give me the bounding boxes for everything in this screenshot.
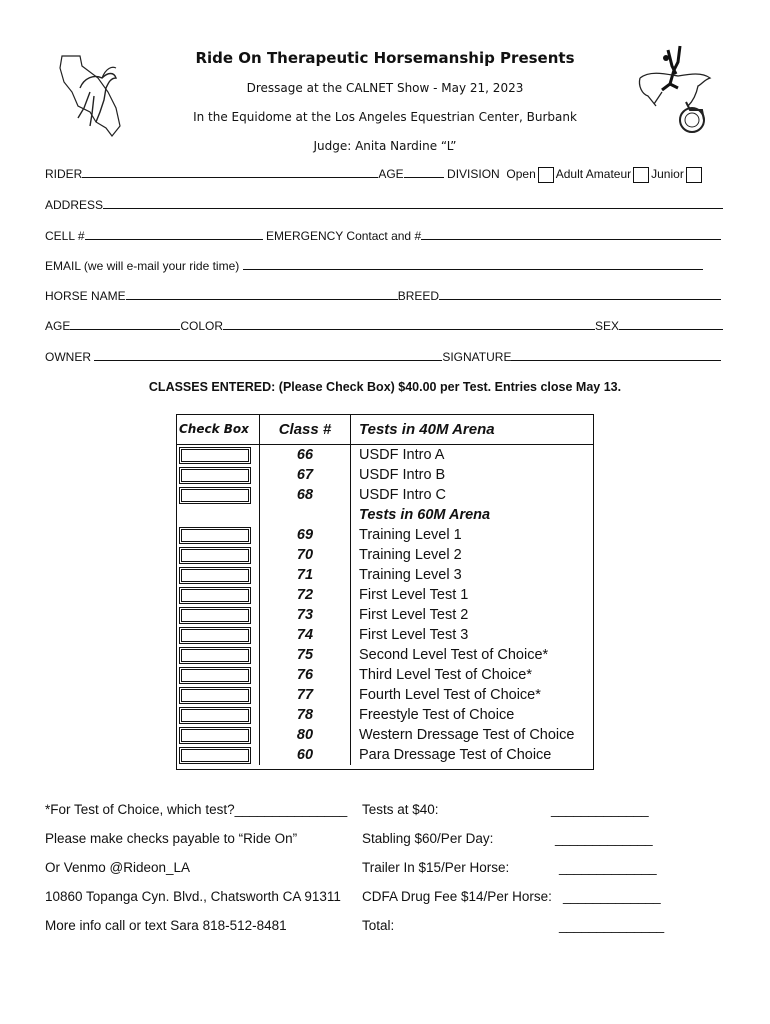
class-checkbox[interactable] — [179, 547, 251, 564]
table-row — [176, 625, 594, 645]
adult-amateur-label: Adult Amateur — [555, 167, 632, 181]
fee-total-label: Total: — [362, 918, 395, 933]
junior-label: Junior — [651, 167, 684, 181]
class-number: 72 — [260, 585, 351, 605]
check-cell — [176, 545, 260, 565]
test-name: Training Level 3 — [359, 567, 462, 583]
footer-contact: More info call or text Sara 818-512-8481 — [45, 918, 287, 933]
horse-name-label: HORSE NAME — [45, 289, 126, 303]
table-row — [176, 525, 594, 545]
event-subtitle: Dressage at the CALNET Show - May 21, 2023 — [246, 81, 524, 95]
email-label: EMAIL (we will e-mail your ride time) — [45, 259, 240, 273]
test-name: Freestyle Test of Choice — [359, 707, 515, 723]
sex-field[interactable] — [619, 318, 723, 330]
check-cell — [176, 705, 260, 725]
class-number-header: Class # — [260, 414, 351, 445]
class-checkbox[interactable] — [179, 467, 251, 484]
horse-row — [45, 288, 721, 303]
check-cell — [176, 725, 260, 745]
footer-venmo: Or Venmo @Rideon_LA — [45, 860, 191, 875]
fee-stabling-label: Stabling $60/Per Day: — [362, 831, 494, 846]
class-number: 68 — [260, 485, 351, 505]
table-row — [176, 705, 594, 725]
breed-field[interactable] — [439, 288, 721, 300]
table-row — [176, 645, 594, 665]
page-title: Ride On Therapeutic Horsemanship Presents — [195, 49, 575, 67]
fee-stabling-blank[interactable]: _____________ — [555, 831, 653, 846]
judge-line: Judge: Anita Nardine “L” — [313, 139, 457, 153]
class-checkbox[interactable] — [179, 487, 251, 504]
test-name: USDF Intro C — [359, 487, 447, 503]
check-cell — [176, 605, 260, 625]
class-number: 66 — [260, 445, 351, 466]
cell-row — [45, 228, 721, 243]
table-row — [176, 605, 594, 625]
fee-total-blank[interactable]: ______________ — [559, 918, 665, 933]
open-checkbox[interactable] — [538, 167, 554, 183]
test-name: First Level Test 1 — [359, 587, 469, 603]
classes-table — [176, 414, 594, 765]
check-cell — [176, 485, 260, 505]
address-field[interactable] — [103, 197, 723, 209]
class-number: 67 — [260, 465, 351, 485]
class-checkbox[interactable] — [179, 447, 251, 464]
class-checkbox[interactable] — [179, 647, 251, 664]
class-number: 70 — [260, 545, 351, 565]
class-checkbox[interactable] — [179, 727, 251, 744]
emergency-label: EMERGENCY Contact and # — [265, 229, 422, 243]
class-number: 76 — [260, 665, 351, 685]
email-row — [45, 258, 703, 273]
class-checkbox[interactable] — [179, 567, 251, 584]
fee-trailer-label: Trailer In $15/Per Horse: — [362, 860, 510, 875]
class-number: 73 — [260, 605, 351, 625]
open-label: Open — [506, 167, 536, 181]
table-row — [176, 585, 594, 605]
table-row — [176, 505, 594, 525]
check-cell — [176, 585, 260, 605]
table-row — [176, 725, 594, 745]
check-cell — [176, 505, 260, 525]
emergency-field[interactable] — [421, 228, 721, 240]
table-row — [176, 465, 594, 485]
footer-test-of-choice: *For Test of Choice, which test?_______________ — [45, 802, 348, 817]
test-name: Para Dressage Test of Choice — [359, 747, 552, 763]
check-cell — [176, 665, 260, 685]
adult-amateur-checkbox[interactable] — [633, 167, 649, 183]
color-label: COLOR — [180, 319, 224, 333]
fee-trailer-blank[interactable]: _____________ — [559, 860, 657, 875]
class-number: 74 — [260, 625, 351, 645]
fee-cdfa-blank[interactable]: _____________ — [563, 889, 661, 904]
test-name: Western Dressage Test of Choice — [359, 727, 575, 743]
arena-subheader: Tests in 60M Arena — [359, 507, 491, 523]
horse-age-label: AGE — [45, 319, 71, 333]
horse-details-row — [45, 318, 723, 333]
sex-label: SEX — [595, 319, 620, 333]
junior-checkbox[interactable] — [686, 167, 702, 183]
breed-label: BREED — [397, 289, 440, 303]
check-cell — [176, 465, 260, 485]
table-row — [176, 685, 594, 705]
classes-entered-note: CLASSES ENTERED: (Please Check Box) $40.00 per Test. Entries close May 13. — [148, 380, 622, 394]
class-number: 80 — [260, 725, 351, 745]
signature-label: SIGNATURE — [442, 350, 512, 364]
test-name: USDF Intro A — [359, 447, 445, 463]
age-field[interactable] — [404, 166, 444, 178]
test-name: Training Level 2 — [359, 547, 462, 563]
footer-checks-payable: Please make checks payable to “Ride On” — [45, 831, 298, 846]
cell-label: CELL # — [45, 229, 85, 243]
color-field[interactable] — [223, 318, 595, 330]
test-name: Second Level Test of Choice* — [359, 647, 549, 663]
class-number: 78 — [260, 705, 351, 725]
class-checkbox[interactable] — [179, 587, 251, 604]
owner-row — [45, 349, 721, 364]
test-name: First Level Test 2 — [359, 607, 469, 623]
event-location: In the Equidome at the Los Angeles Equestrian Center, Burbank — [193, 110, 577, 124]
email-field[interactable] — [243, 258, 703, 270]
cell-field[interactable] — [85, 228, 263, 240]
rider-row — [45, 166, 704, 183]
owner-label: OWNER — [45, 350, 91, 364]
test-name: Training Level 1 — [359, 527, 462, 543]
class-checkbox[interactable] — [179, 687, 251, 704]
horse-name-field[interactable] — [126, 288, 398, 300]
class-number: 60 — [260, 745, 351, 765]
class-checkbox[interactable] — [179, 747, 251, 764]
class-number: 71 — [260, 565, 351, 585]
class-number: 77 — [260, 685, 351, 705]
address-row — [45, 197, 723, 212]
check-cell — [176, 745, 260, 765]
class-checkbox[interactable] — [179, 527, 251, 544]
address-label: ADDRESS — [45, 198, 104, 212]
check-cell — [176, 685, 260, 705]
check-cell — [176, 565, 260, 585]
table-row — [176, 665, 594, 685]
class-number: 69 — [260, 525, 351, 545]
check-cell — [176, 445, 260, 466]
fee-tests-label: Tests at $40: — [362, 802, 439, 817]
class-number: 75 — [260, 645, 351, 665]
fee-cdfa-label: CDFA Drug Fee $14/Per Horse: — [362, 889, 552, 904]
test-name: USDF Intro B — [359, 467, 446, 483]
check-cell — [176, 625, 260, 645]
division-label: DIVISION — [447, 167, 500, 181]
test-name: First Level Test 3 — [359, 627, 469, 643]
age-label: AGE — [378, 167, 404, 181]
test-name: Fourth Level Test of Choice* — [359, 687, 541, 703]
tests-header: Tests in 40M Arena — [351, 414, 595, 445]
table-row — [176, 445, 594, 466]
class-checkbox[interactable] — [179, 607, 251, 624]
table-header-row — [176, 414, 594, 445]
rider-label: RIDER — [45, 167, 83, 181]
test-name: Third Level Test of Choice* — [359, 667, 533, 683]
check-cell — [176, 525, 260, 545]
table-row — [176, 545, 594, 565]
signature-field[interactable] — [511, 349, 721, 361]
horse-age-field[interactable] — [70, 318, 180, 330]
class-number — [260, 505, 351, 525]
table-row — [176, 565, 594, 585]
class-checkbox[interactable] — [179, 667, 251, 684]
table-row — [176, 485, 594, 505]
class-checkbox[interactable] — [179, 707, 251, 724]
footer-address: 10860 Topanga Cyn. Blvd., Chatsworth CA 91311 — [45, 889, 341, 904]
check-cell — [176, 645, 260, 665]
rider-field[interactable] — [82, 166, 378, 178]
class-checkbox[interactable] — [179, 627, 251, 644]
owner-field[interactable] — [94, 349, 442, 361]
fee-tests-blank[interactable]: _____________ — [551, 802, 649, 817]
table-row — [176, 745, 594, 765]
check-box-header: Check Box — [176, 414, 260, 445]
